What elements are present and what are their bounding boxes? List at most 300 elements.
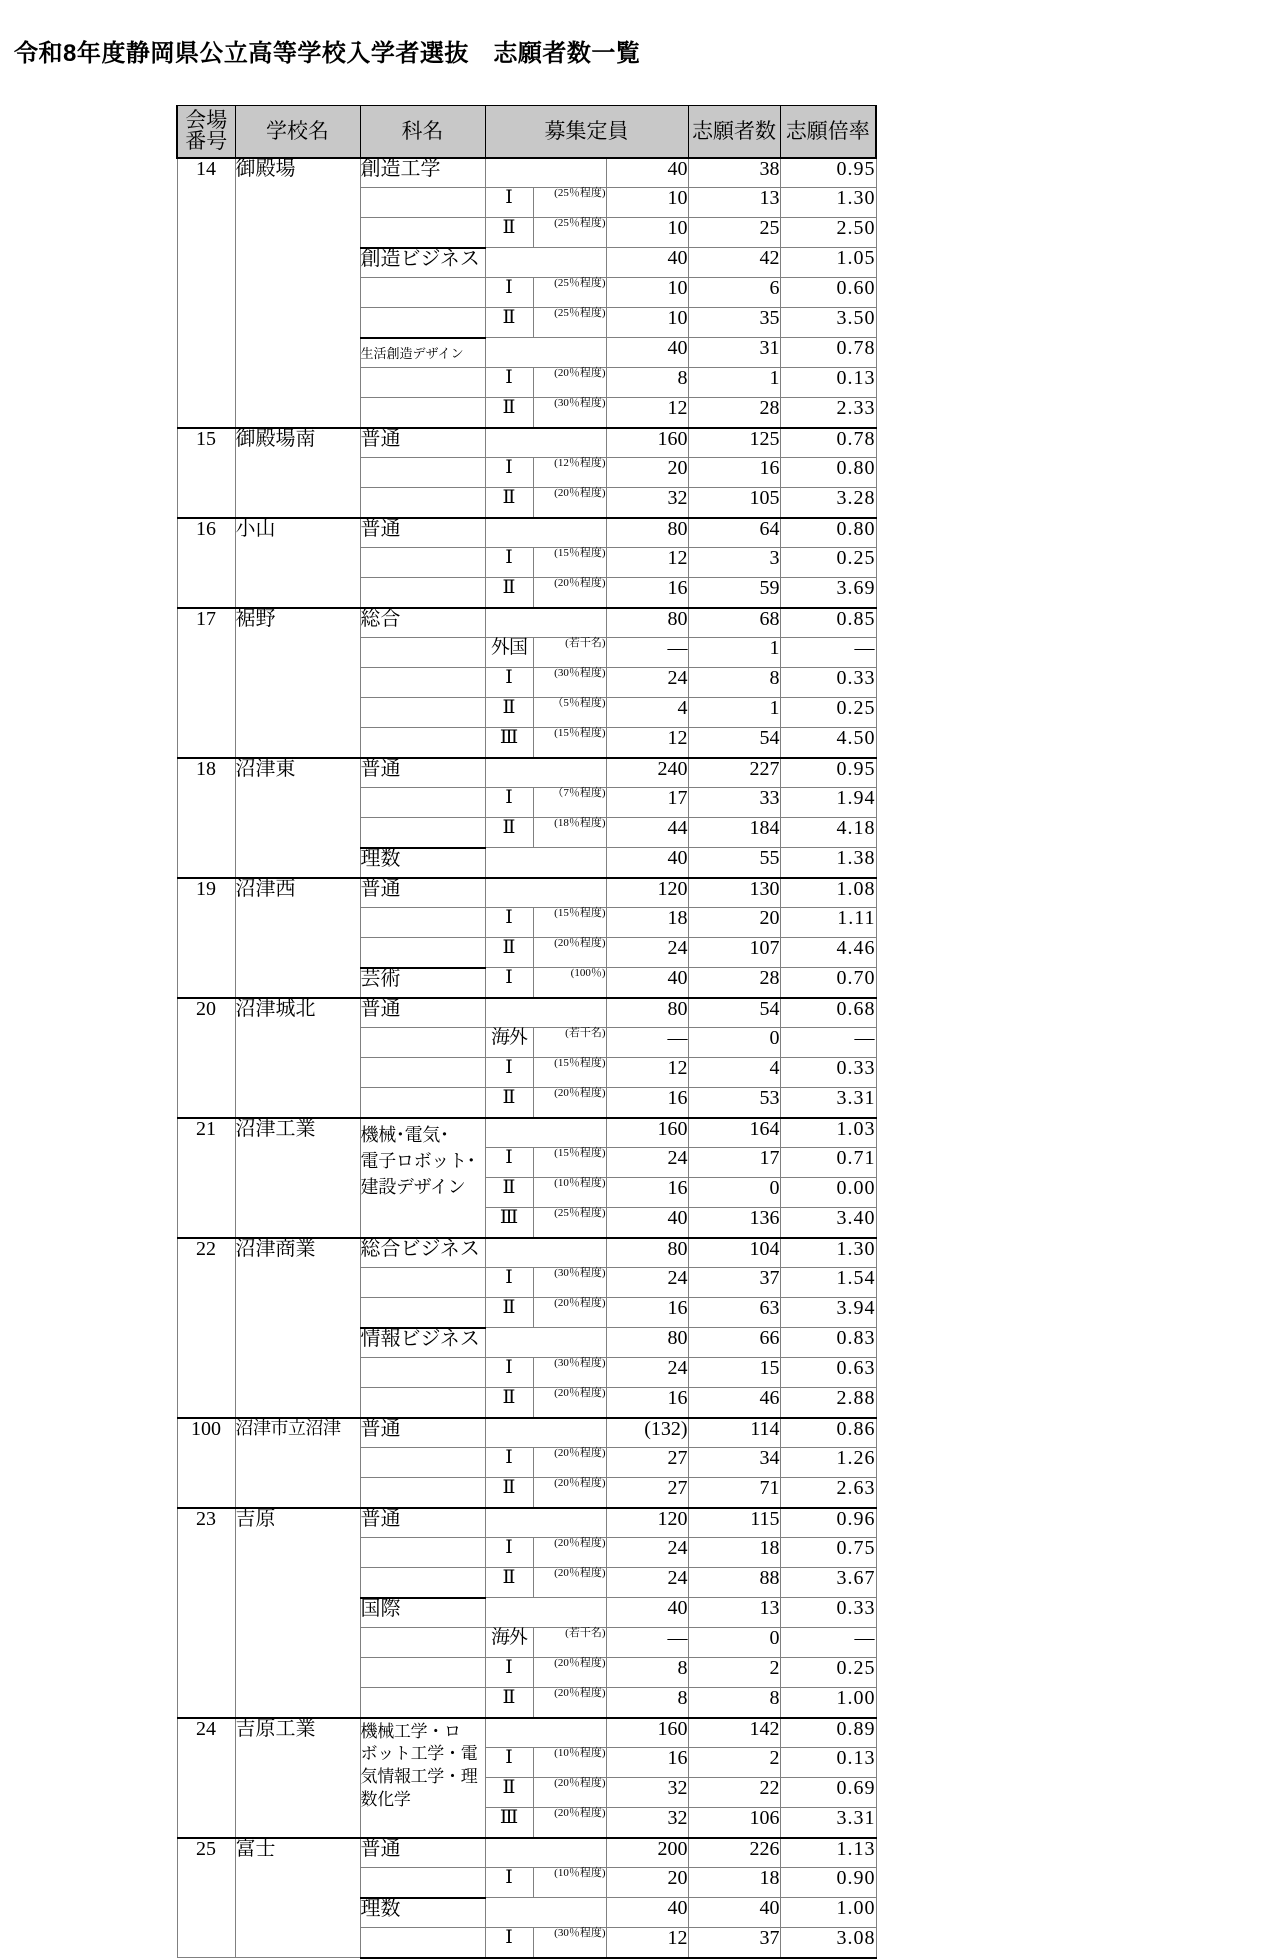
selection-percent-cell: (20％程度) <box>533 1478 606 1508</box>
selection-type-cell: Ⅰ <box>485 1148 533 1178</box>
selection-percent-cell: (15％程度) <box>533 728 606 758</box>
applicants-cell: 22 <box>688 1778 780 1808</box>
ratio-cell: 3.28 <box>780 488 876 518</box>
selection-type-cell: Ⅱ <box>485 818 533 848</box>
venue-number-cell: 100 <box>177 1418 235 1508</box>
department-name-cell <box>360 1118 485 1238</box>
quota-cell: 120 <box>606 878 688 908</box>
ratio-cell: 1.11 <box>780 908 876 938</box>
department-name-cell <box>360 1868 485 1898</box>
quota-cell: 32 <box>606 1778 688 1808</box>
selection-percent-cell: (20％程度) <box>533 1298 606 1328</box>
applicants-cell: 164 <box>688 1118 780 1148</box>
selection-type-cell-empty <box>485 428 606 458</box>
department-name-cell: 理数 <box>360 1898 485 1928</box>
ratio-cell: 1.30 <box>780 188 876 218</box>
department-name-cell <box>360 1478 485 1508</box>
applicants-cell: 53 <box>688 1088 780 1118</box>
quota-cell: 40 <box>606 158 688 188</box>
department-name-cell <box>360 1088 485 1118</box>
department-name-cell <box>360 308 485 338</box>
quota-cell: 32 <box>606 1808 688 1838</box>
selection-percent-cell: (20％程度) <box>533 1568 606 1598</box>
applicants-cell: 130 <box>688 878 780 908</box>
selection-percent-cell: （7％程度) <box>533 788 606 818</box>
quota-cell: 8 <box>606 1688 688 1718</box>
applicants-cell: 8 <box>688 1688 780 1718</box>
selection-type-cell: 海外 <box>485 1028 533 1058</box>
ratio-cell: 0.83 <box>780 1328 876 1358</box>
selection-percent-cell: (20％程度) <box>533 1778 606 1808</box>
ratio-cell: 3.08 <box>780 1928 876 1958</box>
department-name-cell <box>360 488 485 518</box>
quota-cell: 17 <box>606 788 688 818</box>
selection-type-cell-empty <box>485 518 606 548</box>
selection-percent-cell: (20％程度) <box>533 1388 606 1418</box>
applicants-cell: 136 <box>688 1208 780 1238</box>
department-name-cell <box>360 938 485 968</box>
applicant-count-table <box>176 105 877 1959</box>
ratio-cell: 0.13 <box>780 1748 876 1778</box>
selection-type-cell: Ⅰ <box>485 1538 533 1568</box>
column-header-applicants: 志願者数 <box>688 106 780 158</box>
department-name-cell <box>360 1658 485 1688</box>
school-name-cell: 沼津商業 <box>235 1238 360 1418</box>
department-name-cell <box>360 1688 485 1718</box>
quota-cell: 160 <box>606 428 688 458</box>
applicants-cell: 125 <box>688 428 780 458</box>
quota-cell: 12 <box>606 548 688 578</box>
selection-percent-cell: (100％) <box>533 968 606 998</box>
selection-type-cell: Ⅲ <box>485 1808 533 1838</box>
selection-type-cell: Ⅰ <box>485 1748 533 1778</box>
department-name-cell <box>360 1568 485 1598</box>
school-name-cell: 御殿場 <box>235 158 360 428</box>
selection-type-cell-empty <box>485 248 606 278</box>
selection-type-cell: Ⅰ <box>485 668 533 698</box>
selection-type-cell-empty <box>485 1118 606 1148</box>
applicants-cell: 18 <box>688 1868 780 1898</box>
department-name-cell: 普通 <box>360 878 485 908</box>
table-header <box>177 106 876 158</box>
school-name-cell: 沼津市立沼津 <box>235 1418 360 1508</box>
venue-header-line1: 会場 <box>185 108 228 133</box>
quota-cell: 80 <box>606 1328 688 1358</box>
applicants-cell: 34 <box>688 1448 780 1478</box>
selection-type-cell: Ⅲ <box>485 728 533 758</box>
selection-type-cell-empty <box>485 1598 606 1628</box>
applicants-cell: 54 <box>688 728 780 758</box>
quota-cell: 27 <box>606 1478 688 1508</box>
quota-cell: 24 <box>606 1268 688 1298</box>
selection-type-cell: Ⅰ <box>485 188 533 218</box>
selection-type-cell: Ⅱ <box>485 1568 533 1598</box>
venue-number-cell: 19 <box>177 878 235 998</box>
selection-percent-cell: (25％程度) <box>533 218 606 248</box>
department-name-line: 建設デザイン <box>360 1176 466 1197</box>
applicants-cell: 16 <box>688 458 780 488</box>
selection-percent-cell: (20％程度) <box>533 1088 606 1118</box>
applicants-cell: 184 <box>688 818 780 848</box>
quota-cell: 12 <box>606 728 688 758</box>
applicants-cell: 68 <box>688 608 780 638</box>
quota-cell: 16 <box>606 578 688 608</box>
ratio-cell: 0.95 <box>780 758 876 788</box>
quota-cell: 80 <box>606 1238 688 1268</box>
selection-type-cell: Ⅱ <box>485 698 533 728</box>
selection-type-cell: Ⅱ <box>485 1778 533 1808</box>
ratio-cell: 0.13 <box>780 368 876 398</box>
quota-cell: 24 <box>606 1538 688 1568</box>
venue-number-cell: 20 <box>177 998 235 1118</box>
selection-type-cell-empty <box>485 608 606 638</box>
selection-type-cell: Ⅰ <box>485 1268 533 1298</box>
school-name-cell: 沼津西 <box>235 878 360 998</box>
school-name-cell: 小山 <box>235 518 360 608</box>
applicants-cell: 4 <box>688 1058 780 1088</box>
quota-cell: 18 <box>606 908 688 938</box>
selection-percent-cell: (25％程度) <box>533 308 606 338</box>
selection-percent-cell: (20％程度) <box>533 938 606 968</box>
selection-percent-cell: (若干名) <box>533 1628 606 1658</box>
selection-percent-cell: (25％程度) <box>533 278 606 308</box>
applicants-cell: 0 <box>688 1628 780 1658</box>
quota-cell: 240 <box>606 758 688 788</box>
applicants-cell: 63 <box>688 1298 780 1328</box>
applicants-cell: 13 <box>688 1598 780 1628</box>
applicants-cell: 115 <box>688 1508 780 1538</box>
selection-type-cell: Ⅰ <box>485 548 533 578</box>
quota-cell: 16 <box>606 1178 688 1208</box>
ratio-cell: 0.85 <box>780 608 876 638</box>
applicants-cell: 33 <box>688 788 780 818</box>
selection-type-cell-empty <box>485 1328 606 1358</box>
applicant-count-table-container <box>176 105 877 1959</box>
quota-cell: 40 <box>606 968 688 998</box>
quota-cell: (132) <box>606 1418 688 1448</box>
selection-type-cell: 海外 <box>485 1628 533 1658</box>
venue-number-cell: 14 <box>177 158 235 428</box>
venue-header-line2: 番号 <box>185 129 228 154</box>
department-name-cell <box>360 548 485 578</box>
department-name-cell <box>360 1628 485 1658</box>
applicants-cell: 17 <box>688 1148 780 1178</box>
quota-cell: 10 <box>606 218 688 248</box>
ratio-cell: 0.33 <box>780 668 876 698</box>
selection-type-cell: Ⅰ <box>485 788 533 818</box>
department-name-cell <box>360 1358 485 1388</box>
selection-type-cell: Ⅱ <box>485 218 533 248</box>
department-name-cell <box>360 278 485 308</box>
ratio-cell: 0.00 <box>780 1178 876 1208</box>
ratio-cell: 0.90 <box>780 1868 876 1898</box>
quota-cell: ― <box>606 1028 688 1058</box>
quota-cell: 24 <box>606 1358 688 1388</box>
column-header-school-name: 学校名 <box>235 106 360 158</box>
quota-cell: ― <box>606 1628 688 1658</box>
department-name-cell: 芸術 <box>360 968 485 998</box>
department-name-cell <box>360 1388 485 1418</box>
selection-percent-cell: (10％程度) <box>533 1868 606 1898</box>
ratio-cell: 0.33 <box>780 1058 876 1088</box>
ratio-cell: 2.50 <box>780 218 876 248</box>
applicants-cell: 18 <box>688 1538 780 1568</box>
selection-type-cell-empty <box>485 1898 606 1928</box>
selection-percent-cell: （5％程度) <box>533 698 606 728</box>
quota-cell: 40 <box>606 1598 688 1628</box>
ratio-cell: 0.95 <box>780 158 876 188</box>
selection-type-cell-empty <box>485 1238 606 1268</box>
ratio-cell: 0.25 <box>780 698 876 728</box>
department-name-cell: 創造ビジネス <box>360 248 485 278</box>
ratio-cell: 1.08 <box>780 878 876 908</box>
department-name-cell: 普通 <box>360 518 485 548</box>
selection-percent-cell: (18％程度) <box>533 818 606 848</box>
ratio-cell: 4.50 <box>780 728 876 758</box>
selection-percent-cell: (30％程度) <box>533 668 606 698</box>
applicants-cell: 2 <box>688 1658 780 1688</box>
selection-type-cell: Ⅰ <box>485 1058 533 1088</box>
ratio-cell: 0.78 <box>780 338 876 368</box>
selection-percent-cell: (20％程度) <box>533 1808 606 1838</box>
applicants-cell: 2 <box>688 1748 780 1778</box>
department-name-cell <box>360 578 485 608</box>
quota-cell: 160 <box>606 1118 688 1148</box>
applicants-cell: 64 <box>688 518 780 548</box>
quota-cell: 40 <box>606 1898 688 1928</box>
ratio-cell: ― <box>780 1028 876 1058</box>
selection-type-cell-empty <box>485 998 606 1028</box>
applicants-cell: 25 <box>688 218 780 248</box>
ratio-cell: 3.67 <box>780 1568 876 1598</box>
selection-percent-cell: (15％程度) <box>533 548 606 578</box>
selection-type-cell: Ⅰ <box>485 1358 533 1388</box>
department-name-cell <box>360 638 485 668</box>
department-name-cell <box>360 1448 485 1478</box>
applicants-cell: 71 <box>688 1478 780 1508</box>
selection-percent-cell: (若干名) <box>533 638 606 668</box>
selection-percent-cell: (25％程度) <box>533 1208 606 1238</box>
table-row <box>177 1718 876 1748</box>
table-row <box>177 758 876 788</box>
quota-cell: 16 <box>606 1748 688 1778</box>
applicants-cell: 227 <box>688 758 780 788</box>
selection-percent-cell: (25％程度) <box>533 188 606 218</box>
school-name-cell: 御殿場南 <box>235 428 360 518</box>
selection-type-cell: Ⅰ <box>485 368 533 398</box>
page-title: 令和8年度静岡県公立高等学校入学者選抜 志願者数一覧 <box>14 40 641 67</box>
selection-percent-cell: (10％程度) <box>533 1748 606 1778</box>
ratio-cell: 0.71 <box>780 1148 876 1178</box>
table-row <box>177 1118 876 1148</box>
department-name-line: 電子ロボット･ <box>360 1150 476 1171</box>
quota-cell: 40 <box>606 1208 688 1238</box>
venue-number-cell: 24 <box>177 1718 235 1838</box>
applicants-cell: 20 <box>688 908 780 938</box>
quota-cell: 24 <box>606 938 688 968</box>
venue-number-cell: 15 <box>177 428 235 518</box>
quota-cell: 10 <box>606 188 688 218</box>
table-row <box>177 1418 876 1448</box>
quota-cell: 80 <box>606 998 688 1028</box>
ratio-cell: 1.13 <box>780 1838 876 1868</box>
department-name-cell <box>360 368 485 398</box>
ratio-cell: 0.80 <box>780 458 876 488</box>
selection-percent-cell: (20％程度) <box>533 1688 606 1718</box>
ratio-cell: 4.46 <box>780 938 876 968</box>
selection-type-cell-empty <box>485 1838 606 1868</box>
quota-cell: 40 <box>606 338 688 368</box>
selection-type-cell: Ⅰ <box>485 458 533 488</box>
quota-cell: ― <box>606 638 688 668</box>
selection-type-cell: Ⅰ <box>485 1658 533 1688</box>
school-name-cell: 沼津東 <box>235 758 360 878</box>
ratio-cell: 3.94 <box>780 1298 876 1328</box>
quota-cell: 200 <box>606 1838 688 1868</box>
ratio-cell: 1.26 <box>780 1448 876 1478</box>
applicants-cell: 105 <box>688 488 780 518</box>
applicants-cell: 8 <box>688 668 780 698</box>
selection-percent-cell: (若干名) <box>533 1028 606 1058</box>
ratio-cell: 4.18 <box>780 818 876 848</box>
selection-percent-cell: (20％程度) <box>533 1538 606 1568</box>
quota-cell: 24 <box>606 668 688 698</box>
selection-percent-cell: (20％程度) <box>533 1448 606 1478</box>
selection-percent-cell: (15％程度) <box>533 1148 606 1178</box>
department-name-cell <box>360 728 485 758</box>
selection-percent-cell: (30％程度) <box>533 398 606 428</box>
quota-cell: 120 <box>606 1508 688 1538</box>
applicants-cell: 37 <box>688 1928 780 1958</box>
applicants-cell: 31 <box>688 338 780 368</box>
ratio-cell: 0.80 <box>780 518 876 548</box>
selection-type-cell-empty <box>485 338 606 368</box>
ratio-cell: 0.68 <box>780 998 876 1028</box>
quota-cell: 10 <box>606 278 688 308</box>
applicants-cell: 6 <box>688 278 780 308</box>
applicants-cell: 46 <box>688 1388 780 1418</box>
quota-cell: 8 <box>606 1658 688 1688</box>
selection-percent-cell: (30％程度) <box>533 1928 606 1958</box>
selection-percent-cell: (15％程度) <box>533 908 606 938</box>
quota-cell: 32 <box>606 488 688 518</box>
applicants-cell: 88 <box>688 1568 780 1598</box>
quota-cell: 20 <box>606 458 688 488</box>
table-row <box>177 878 876 908</box>
ratio-cell: 1.94 <box>780 788 876 818</box>
school-name-cell: 沼津城北 <box>235 998 360 1118</box>
quota-cell: 16 <box>606 1088 688 1118</box>
applicants-cell: 3 <box>688 548 780 578</box>
school-name-cell: 沼津工業 <box>235 1118 360 1238</box>
applicants-cell: 54 <box>688 998 780 1028</box>
department-name-cell: 総合ビジネス <box>360 1238 485 1268</box>
applicants-cell: 28 <box>688 398 780 428</box>
venue-number-cell: 22 <box>177 1238 235 1418</box>
selection-type-cell: Ⅱ <box>485 1298 533 1328</box>
applicants-cell: 35 <box>688 308 780 338</box>
school-name-cell: 吉原工業 <box>235 1718 360 1838</box>
department-name-line: 機械工学・ロ <box>360 1721 461 1741</box>
applicants-cell: 1 <box>688 368 780 398</box>
column-header-ratio: 志願倍率 <box>780 106 876 158</box>
selection-type-cell: Ⅱ <box>485 1178 533 1208</box>
selection-percent-cell: (15％程度) <box>533 1058 606 1088</box>
table-body <box>177 158 876 1958</box>
ratio-cell: 0.70 <box>780 968 876 998</box>
department-name-cell <box>360 458 485 488</box>
selection-type-cell: Ⅰ <box>485 1928 533 1958</box>
selection-percent-cell: (20％程度) <box>533 368 606 398</box>
table-row <box>177 998 876 1028</box>
selection-type-cell-empty <box>485 1718 606 1748</box>
ratio-cell: 0.25 <box>780 1658 876 1688</box>
quota-cell: 20 <box>606 1868 688 1898</box>
applicants-cell: 59 <box>688 578 780 608</box>
school-name-cell: 裾野 <box>235 608 360 758</box>
department-name-cell: 普通 <box>360 1418 485 1448</box>
quota-cell: 24 <box>606 1148 688 1178</box>
department-name-cell <box>360 698 485 728</box>
ratio-cell: 0.78 <box>780 428 876 458</box>
department-name-line: 数化学 <box>360 1790 411 1810</box>
table-row <box>177 518 876 548</box>
table-row <box>177 158 876 188</box>
selection-type-cell: Ⅱ <box>485 1478 533 1508</box>
selection-type-cell: Ⅰ <box>485 968 533 998</box>
department-name-cell: 理数 <box>360 848 485 878</box>
department-name-cell: 情報ビジネス <box>360 1328 485 1358</box>
selection-percent-cell: (20％程度) <box>533 1658 606 1688</box>
ratio-cell: 0.63 <box>780 1358 876 1388</box>
department-name-cell <box>360 818 485 848</box>
ratio-cell: ― <box>780 1628 876 1658</box>
quota-cell: 24 <box>606 1568 688 1598</box>
applicants-cell: 40 <box>688 1898 780 1928</box>
quota-cell: 12 <box>606 1058 688 1088</box>
applicants-cell: 107 <box>688 938 780 968</box>
quota-cell: 12 <box>606 1928 688 1958</box>
department-name-cell <box>360 218 485 248</box>
ratio-cell: 1.05 <box>780 248 876 278</box>
selection-type-cell: Ⅱ <box>485 488 533 518</box>
department-name-cell: 創造工学 <box>360 158 485 188</box>
venue-number-cell: 17 <box>177 608 235 758</box>
selection-type-cell: Ⅱ <box>485 1088 533 1118</box>
selection-type-cell-empty <box>485 1508 606 1538</box>
ratio-cell: ― <box>780 638 876 668</box>
selection-type-cell: Ⅱ <box>485 1388 533 1418</box>
department-name-cell <box>360 788 485 818</box>
ratio-cell: 1.54 <box>780 1268 876 1298</box>
venue-number-cell: 16 <box>177 518 235 608</box>
ratio-cell: 3.69 <box>780 578 876 608</box>
selection-type-cell-empty <box>485 1418 606 1448</box>
selection-type-cell: Ⅱ <box>485 578 533 608</box>
selection-type-cell: Ⅱ <box>485 938 533 968</box>
quota-cell: 4 <box>606 698 688 728</box>
ratio-cell: 2.88 <box>780 1388 876 1418</box>
ratio-cell: 1.00 <box>780 1688 876 1718</box>
applicants-cell: 106 <box>688 1808 780 1838</box>
selection-type-cell-empty <box>485 878 606 908</box>
quota-cell: 12 <box>606 398 688 428</box>
venue-number-cell: 18 <box>177 758 235 878</box>
ratio-cell: 0.96 <box>780 1508 876 1538</box>
selection-percent-cell: (30％程度) <box>533 1268 606 1298</box>
column-header-venue-number <box>177 106 235 158</box>
selection-type-cell: 外国 <box>485 638 533 668</box>
